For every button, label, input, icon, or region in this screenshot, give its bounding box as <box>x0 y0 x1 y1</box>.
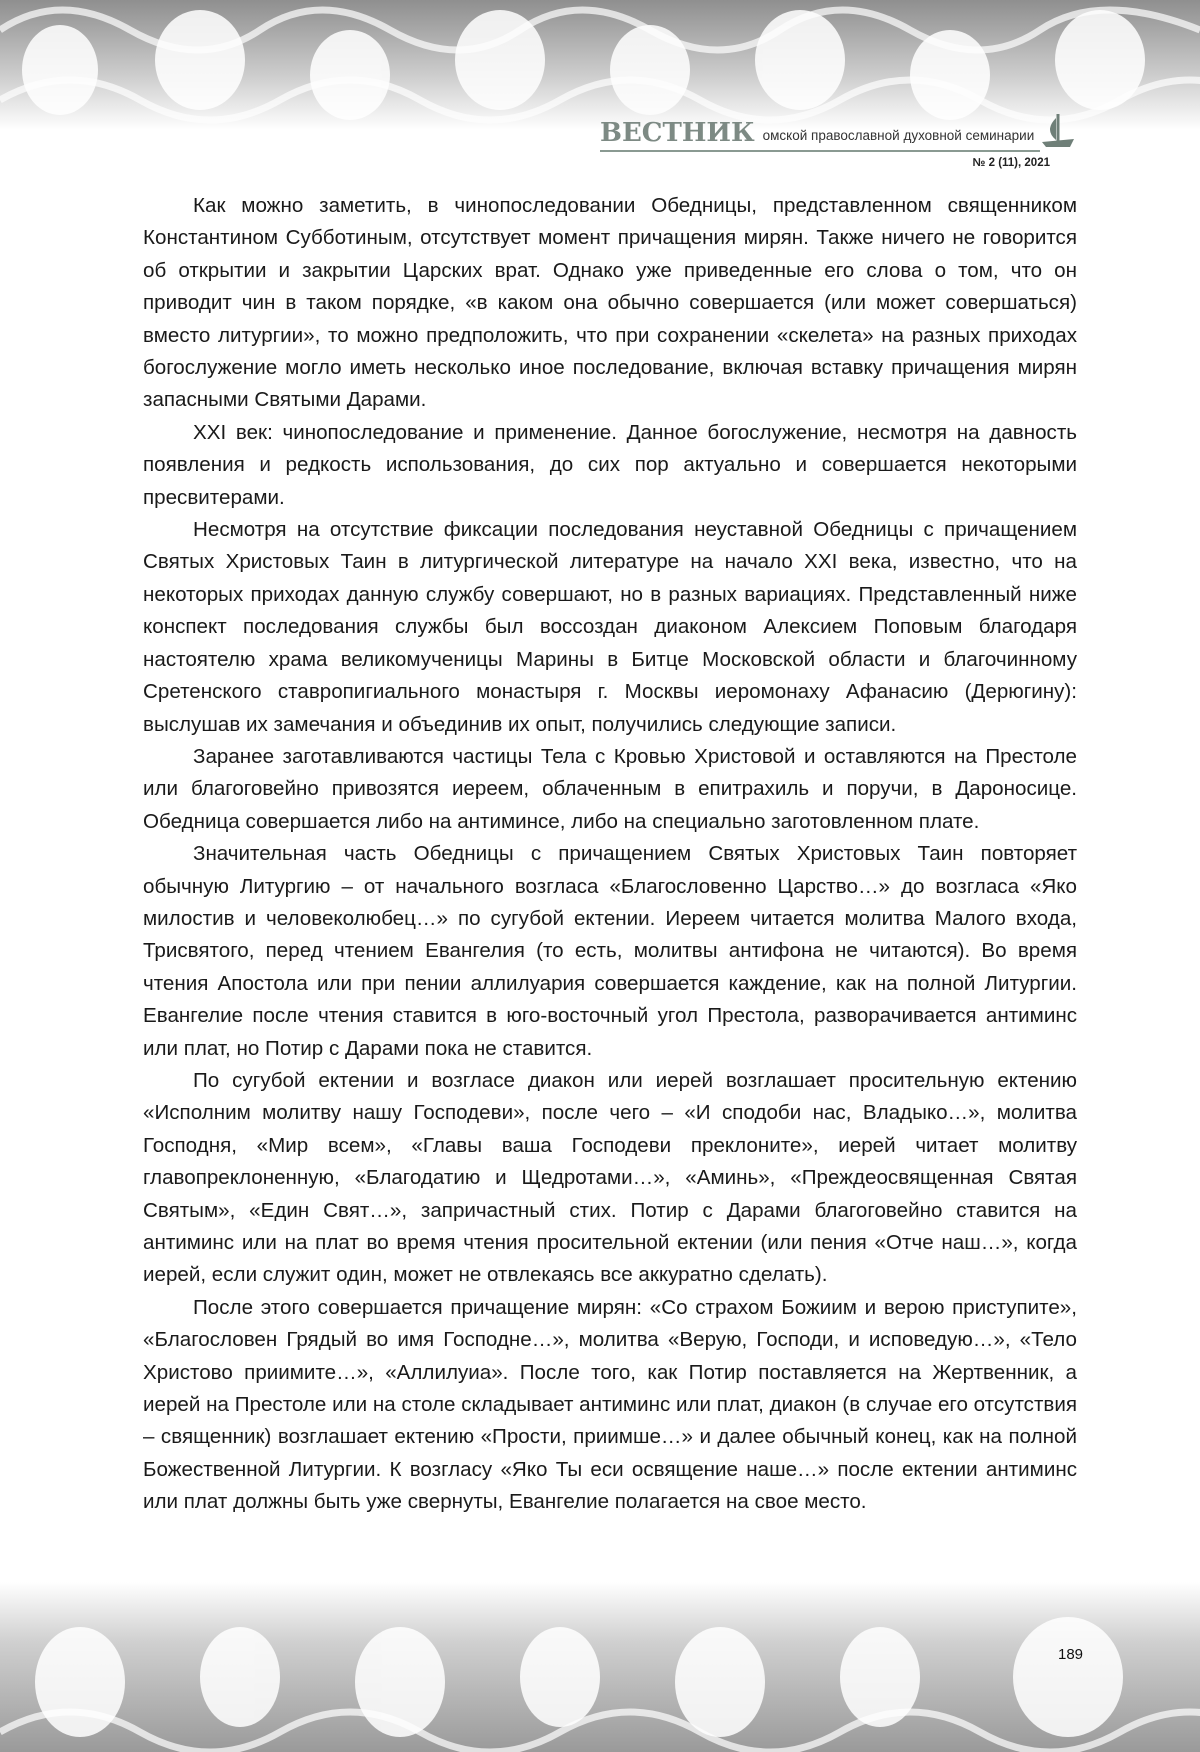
article-body <box>143 190 1077 1519</box>
paragraph <box>143 514 1077 741</box>
paragraph-text: Несмотря на отсутствие фиксации последования неуставной Обедницы с причащением Святых Христовых Таин в литургической литературе на начало XXI века, известно, что на некоторых приходах данную службу совершают, но в разных вариациях. Представленный ниже конспект последования службы был воссоздан диаконом Алексием Поповым благодаря настоятелю храма великомученицы Марины в Битце Московской области и благочинному Сретенского ставропигиального монастыря г. Москвы иеромонаху Афанасию (Дерюгину): выслушав их замечания и объединив их опыт, получились следующие записи. <box>143 518 1077 735</box>
paragraph <box>143 741 1077 838</box>
paragraph-text: После этого совершается причащение мирян: «Со страхом Божиим и верою приступите», «Благословен Грядый во имя Господне…», молитва «Верую, Господи, и исповедую…», «Тело Христово приимите…», «Аллилуиа». После того, как Потир поставляется на Жертвенник, а иерей на Престоле или на столе складывает антиминс или плат, диакон (в случае его отсутствия – священник) возглашает ектению «Прости, приимше…» и далее обычный конец, как на полной Божественной Литургии. К возгласу «Яко Ты еси освящение наше…» после ектении антиминс или плат должны быть уже свернуты, Евангелие полагается на свое место. <box>143 1296 1077 1513</box>
paragraph-text: Данное богослужение, несмотря на давность появления и редкость использования, до сих пор актуально и совершается некоторыми пресвитерами. <box>143 421 1077 509</box>
paragraph <box>143 190 1077 417</box>
paragraph-text: Как можно заметить, в чинопоследовании Обедницы, представленном священником Константином Субботиным, отсутствует момент причащения мирян. Также ничего не говорится об открытии и закрытии Царских врат. Однако уже приведенные его слова о том, что он приводит чин в таком порядке, «в каком она обычно совершается (или может совершаться) вместо литургии», то можно предположить, что при сохранении «скелета» на разных приходах богослужение могло иметь несколько иное последование, включая вставку причащения мирян запасными Святыми Дарами. <box>143 194 1077 411</box>
paragraph <box>143 1292 1077 1519</box>
section-heading: XXI век: чинопоследование и применение. <box>193 421 617 444</box>
paragraph <box>143 1065 1077 1292</box>
ship-logo-icon <box>1040 112 1076 148</box>
masthead-title-row <box>600 112 1076 148</box>
paragraph-text: Заранее заготавливаются частицы Тела с Кровью Христовой и оставляются на Престоле или благоговейно привозятся иереем, облаченным в епитрахиль и поручи, в Дароносице. Обедница совершается либо на антиминсе, либо на специально заготовленном плате. <box>143 745 1077 833</box>
journal-logo: ВЕСТНИК <box>600 118 755 148</box>
ornament-pattern-bottom <box>0 1582 1200 1752</box>
bottom-ornament <box>0 1582 1200 1752</box>
issue-number: № 2 (11), 2021 <box>973 156 1050 170</box>
paragraph-text: Значительная часть Обедницы с причащением Святых Христовых Таин повторяет обычную Литургию – от начального возгласа «Благословенно Царство…» до возгласа «Яко милостив и человеколюбец…» по сугубой ектении. Иереем читается молитва Малого входа, Трисвятого, перед чтением Евангелия (то есть, молитвы антифона не читаются). Во время чтения Апостола или при пении аллилуария совершается каждение, как на полной Литургии. Евангелие после чтения ставится в юго-восточный угол Престола, разворачивается антиминс или плат, но Потир с Дарами пока не ставится. <box>143 842 1077 1059</box>
top-ornament <box>0 0 1200 130</box>
page-number: 189 <box>1058 1646 1083 1663</box>
masthead-rule <box>600 150 1040 152</box>
paragraph <box>143 838 1077 1065</box>
journal-subtitle: омской православной духовной семинарии <box>763 127 1035 145</box>
journal-masthead <box>600 112 1080 174</box>
paragraph-text: По сугубой ектении и возгласе диакон или иерей возглашает просительную ектению «Исполним молитву нашу Господеви», после чего – «И сподоби нас, Владыко…», молитва Господня, «Мир всем», «Главы ваша Господеви преклоните», иерей читает молитву главопреклоненную, «Благодатию и Щедротами…», «Аминь», «Преждеосвященная Святая Святым», «Един Свят…», запричастный стих. Потир с Дарами благоговейно ставится на антиминс или на плат во время чтения просительной ектении (или пения «Отче наш…», когда иерей, если служит один, может не отвлекаясь все аккуратно сделать). <box>143 1069 1077 1286</box>
ornament-pattern-top <box>0 0 1200 130</box>
paragraph <box>143 417 1077 514</box>
